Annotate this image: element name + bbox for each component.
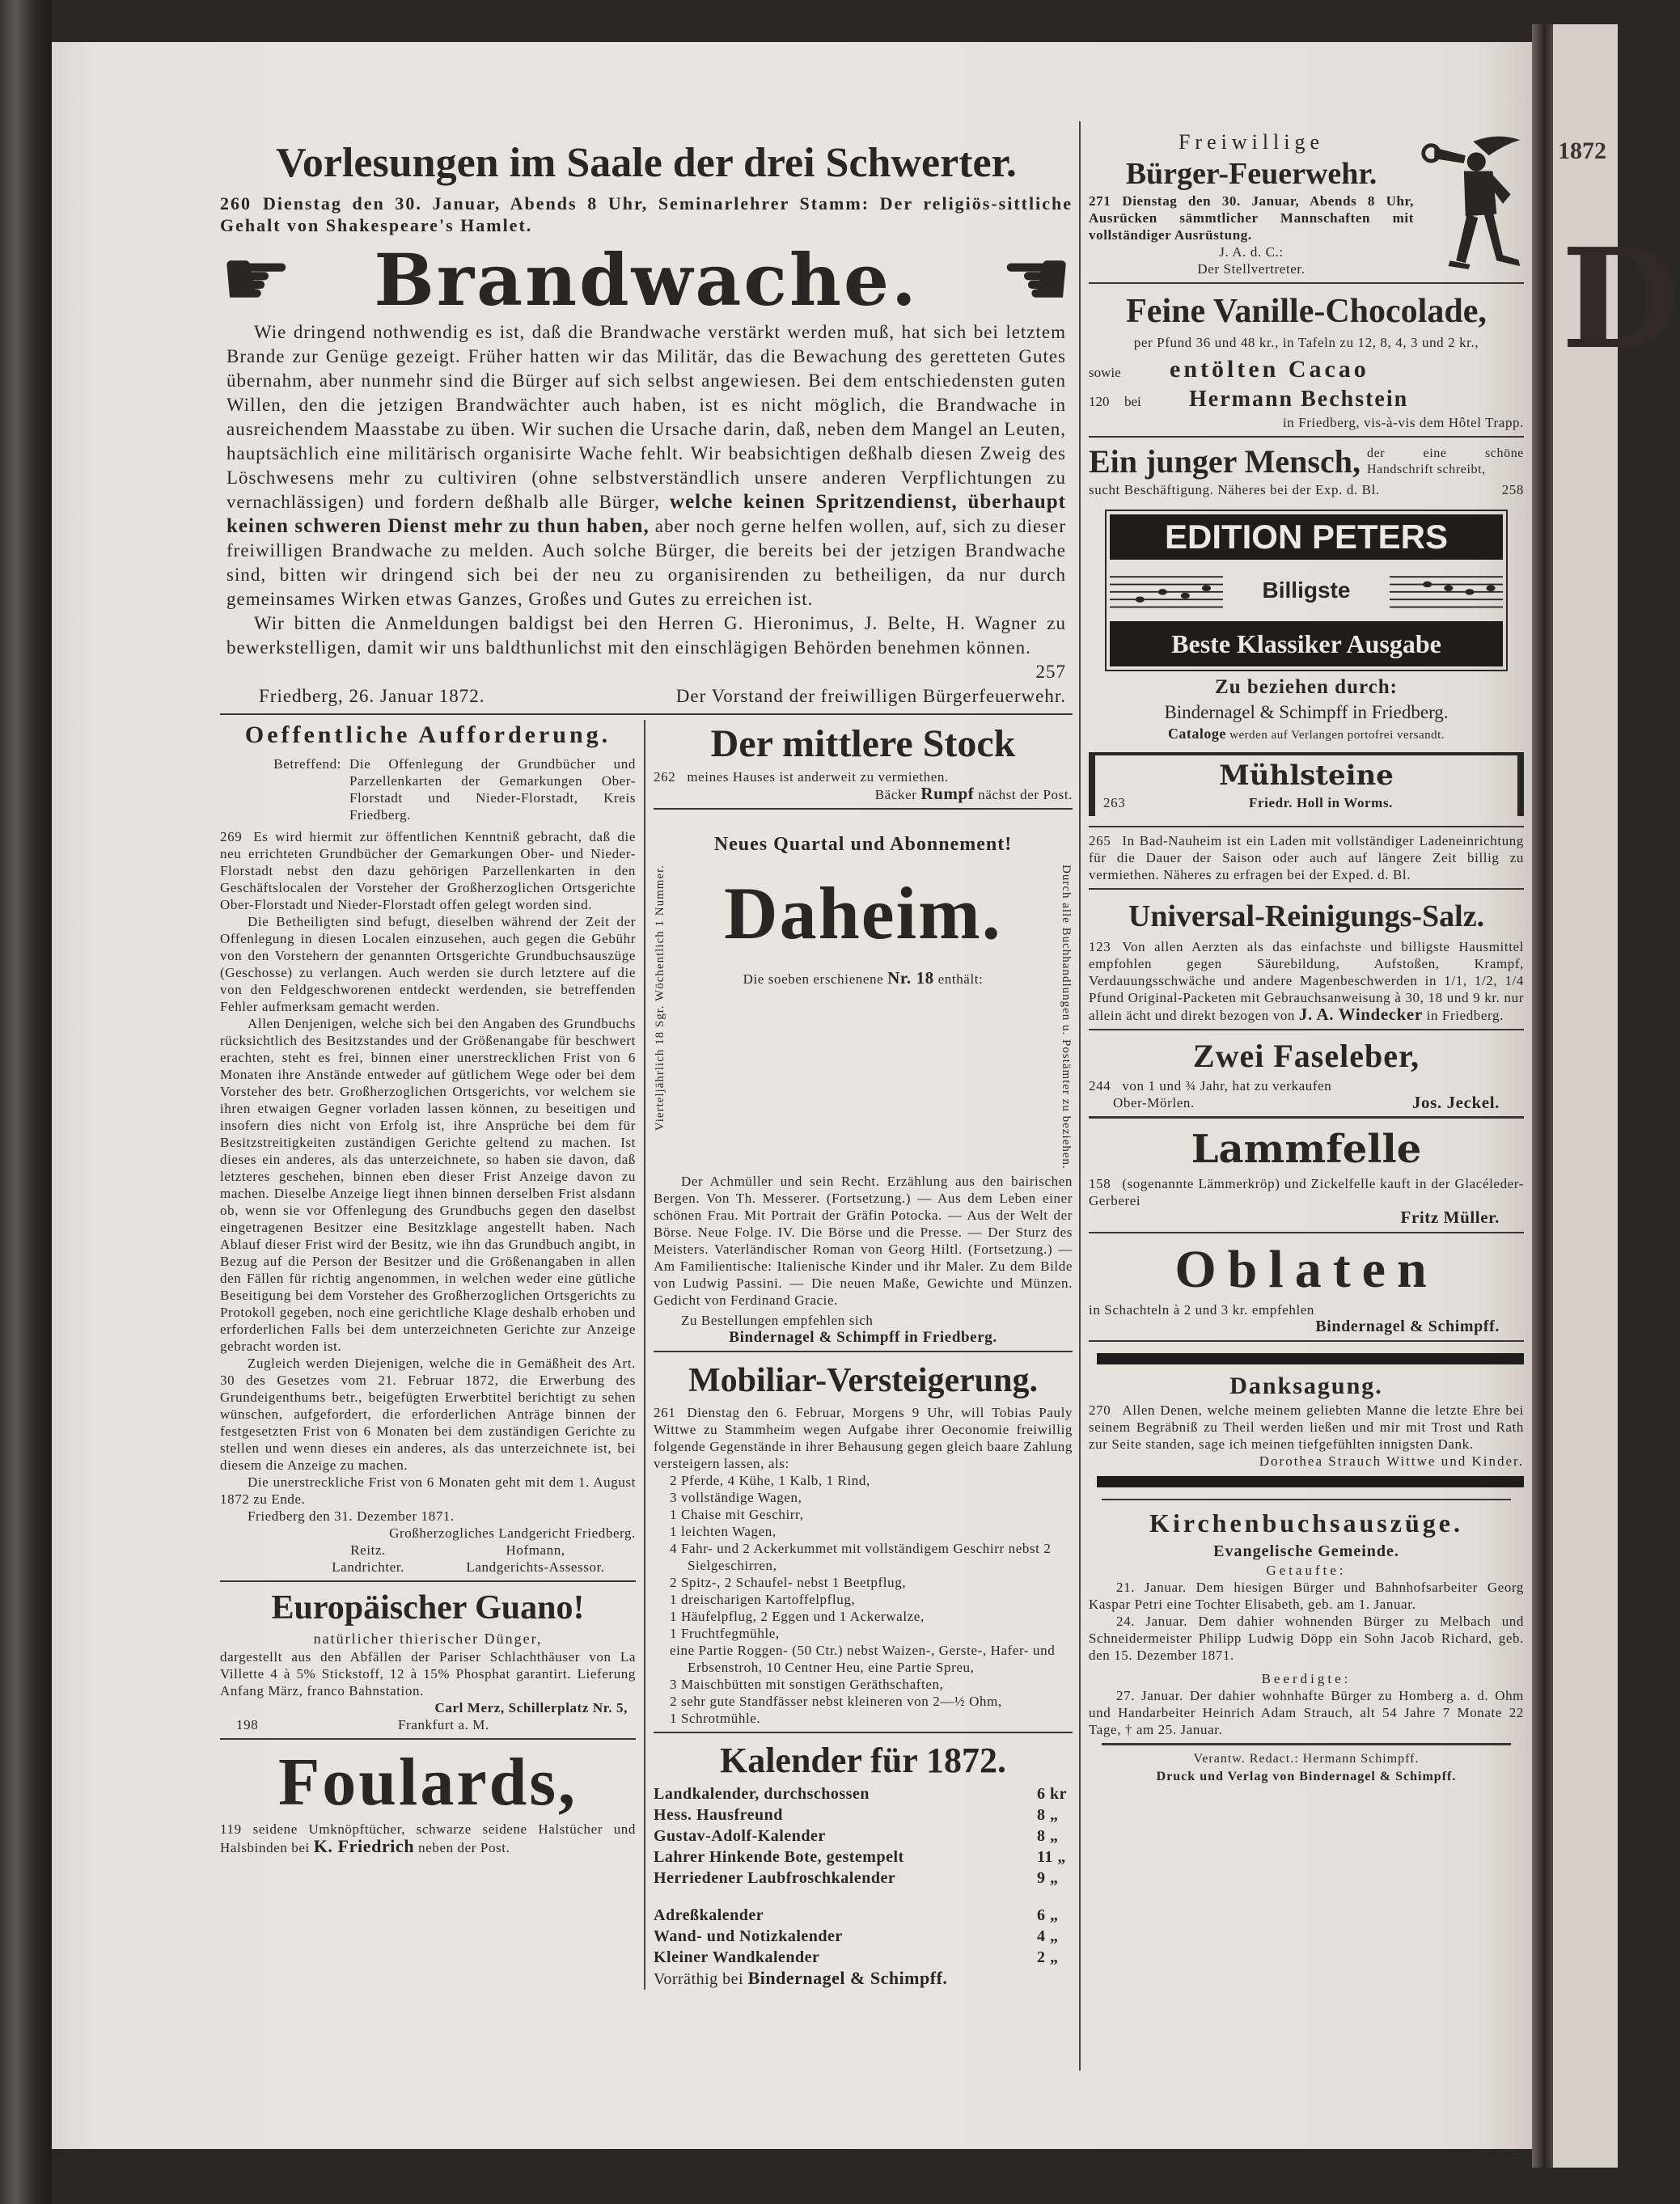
lambskin-buyer: Fritz Müller. (1400, 1208, 1500, 1227)
ad-number: 271 (1089, 193, 1111, 209)
daheim-ad (654, 831, 1073, 1346)
fire-brigade-sig1: J. A. d. C.: (1219, 244, 1284, 260)
thanks-title: Danksagung. (1229, 1373, 1383, 1399)
right-column (1089, 129, 1524, 1786)
calendar-item-name: Lahrer Hinkende Bote, gestempelt (654, 1847, 904, 1866)
piglets-title: Zwei Faseleber, (1192, 1038, 1420, 1074)
notice-court: Großherzogliches Landgericht Friedberg. (389, 1525, 636, 1541)
calendar-item-name: Wand- und Notizkalender (654, 1927, 843, 1945)
edition-peters-dealer: Bindernagel & Schimpff in Friedberg. (1164, 702, 1449, 722)
fire-brigade-sig2: Der Stellvertreter. (1197, 261, 1305, 277)
imprint-editor: Verantw. Redact.: Hermann Schimpff. (1193, 1752, 1420, 1766)
lecture-details: Dienstag den 30. Januar, Abends 8 Uhr, Seminarlehrer Stamm: Der religiös-sittliche Gehalt von Shakespeare's Hamlet. (220, 193, 1073, 235)
music-staff-icon (1110, 566, 1223, 615)
calendar-item-price: 6 „ (1037, 1906, 1059, 1924)
main-area (220, 137, 1073, 1990)
daheim-issue-number: Nr. 18 (887, 968, 934, 988)
public-notice (220, 720, 636, 1576)
lower-columns (220, 720, 1073, 1990)
signer-title: Landrichter. (332, 1559, 405, 1575)
calendar-item-name: Gustav-Adolf-Kalender (654, 1826, 826, 1845)
ad-number: 244 (1089, 1078, 1111, 1094)
calendar-item (654, 1905, 1073, 1926)
section-rule (220, 1738, 636, 1740)
brandwache-body (220, 320, 1073, 709)
brandwache-paragraph-1: Wie dringend nothwendig es ist, daß die Brandwache verstärkt werden muß, hat sich bei letztem Brande zur Genüge gezeigt. Früher hatten wir das Militär, das die Bewachung des geretteten Gutes übernahm, aber nunmehr sind die Bürger auf sich selbst angewiesen. Bei dem entschiedensten guten Willen, den die jetzigen Brandwächter auch haben, ist es nicht möglich, die Brandwache in ausreichendem Maasstabe zu üben. Wir suchen die Ursache darin, daß, neben dem Mangel an Leuten, hauptsächlich eine militärisch organisirte Wache fehlt. Wir beabsichtigen deßhalb diesen Zweig des Löschwesens mehr zu cultiviren (ohne selbstverständlich unsere anderen Verpflichtungen zu vernachlässigen) und fordern deßhalb alle Bürger, (226, 322, 1066, 512)
ad-number: 260 (220, 193, 252, 214)
section-rule (654, 808, 1073, 810)
calendar-item (654, 1804, 1073, 1825)
stock-sig-suffix: nächst der Post. (978, 787, 1073, 802)
fire-brigade-text: Dienstag den 30. Januar, Abends 8 Uhr, Ausrücken sämmtlicher Mannschaften mit vollständiger Ausrüstung. (1089, 193, 1414, 243)
young-man-ad (1089, 442, 1524, 498)
daheim-signature: Bindernagel & Schimpff in Friedberg. (729, 1328, 997, 1346)
church-register-title: Kirchenbuchsauszüge. (1149, 1508, 1463, 1538)
buried-heading: Beerdigte: (1261, 1671, 1352, 1686)
section-rule (220, 713, 1073, 715)
auction-title: Mobiliar-Versteigerung. (688, 1361, 1038, 1399)
lecture-title: Vorlesungen im Saale der drei Schwerter. (276, 140, 1017, 186)
ad-number: 265 (1089, 833, 1111, 848)
lambskin-ad (1089, 1123, 1524, 1227)
ad-number: 123 (1089, 939, 1111, 954)
calendar-item-price: 6 kr (1037, 1784, 1067, 1803)
pointing-hand-right-icon: ☛ (220, 235, 293, 324)
wafers-title: Oblaten (1174, 1240, 1438, 1299)
calendar-ad (654, 1738, 1073, 1990)
firefighter-bugler-illustration (1419, 129, 1524, 275)
ad-number: 158 (1089, 1176, 1111, 1191)
section-rule (1102, 1743, 1511, 1745)
brandwache-header (220, 235, 1073, 324)
notice-paragraph: Zugleich werden Diejenigen, welche die in Gemäßheit des Art. 30 des Gesetzes vom 21. Februar 1872, die Erwerbung des Grundeigenthums betr., beigefügten Erwerbtitel berichtigt zu sehen wünschen, aufgefordert, die erforderlichen Anträge binnen der festgesetzten Frist von 6 Monaten bei dem zuständigen Gerichte zu stellen und wenn dieses ein anderes, als das unterzeichnete ist, bei diesem die Anzeige zu machen. (220, 1356, 636, 1473)
calendar-title: Kalender für 1872. (719, 1740, 1007, 1780)
edition-peters-brand: EDITION PETERS (1110, 514, 1503, 560)
calendar-item-price: 2 „ (1037, 1948, 1059, 1966)
edition-peters-dealer-info (1089, 675, 1524, 744)
chocolate-address: in Friedberg, vis-à-vis dem Hôtel Trapp. (1282, 415, 1524, 430)
young-man-title: Ein junger Mensch, (1089, 443, 1361, 480)
stock-text: meines Hauses ist anderweit zu vermiethen. (687, 769, 949, 785)
middle-column (644, 720, 1073, 1990)
guano-title: Europäischer Guano! (271, 1589, 585, 1627)
daheim-price-note: Vierteljährlich 18 Sgr. Wöchentlich 1 Nummer. (654, 865, 666, 1132)
calendar-item (654, 1783, 1073, 1804)
baptized-heading: Getaufte: (1266, 1563, 1347, 1578)
auction-item: 3 vollständige Wagen, (670, 1489, 802, 1505)
pointing-hand-left-icon: ☚ (1000, 235, 1073, 324)
auction-item-list (654, 1472, 1073, 1727)
church-register (1089, 1505, 1524, 1738)
calendar-item (654, 1868, 1073, 1889)
notice-regarding-text: Die Offenlegung der Grundbücher und Parzellenkarten der Gemarkungen Ober-Florstadt und Nieder-Florstadt, Kreis Friedberg. (349, 756, 636, 823)
young-man-text-cont: sucht Beschäftigung. Näheres bei der Exp. d. Bl. (1089, 482, 1380, 497)
register-entry: 21. Januar. Dem hiesigen Bürger und Bahnhofsarbeiter Georg Kaspar Petri eine Tochter Elisabeth, geb. am 1. Januar. (1089, 1580, 1524, 1612)
stock-sig-name: Rumpf (920, 784, 975, 803)
auction-item: 2 sehr gute Standfässer nebst kleineren von 2—½ Ohm, (670, 1693, 1002, 1709)
section-rule (1089, 1029, 1524, 1030)
edition-peters-catalog-note: werden auf Verlangen portofrei versandt. (1229, 729, 1445, 742)
section-rule (1089, 1340, 1524, 1342)
millstones-text: Friedr. Holl in Worms. (1249, 795, 1394, 810)
thanks-notice (1089, 1371, 1524, 1470)
calendar-item-price: 8 „ (1037, 1826, 1059, 1845)
signer-name: Hofmann, (506, 1542, 565, 1558)
calendar-item-price: 11 „ (1037, 1847, 1066, 1866)
section-rule (220, 1580, 636, 1582)
stock-ad (654, 720, 1073, 803)
auction-item: 2 Spitz-, 2 Schaufel- nebst 1 Beetpflug, (670, 1574, 907, 1590)
left-column (220, 720, 644, 1856)
ad-number: 261 (654, 1404, 676, 1420)
calendar-footer: Vorräthig bei (654, 1969, 744, 1988)
edition-peters-slogan: Billigste (1262, 577, 1351, 603)
ad-number: 119 (220, 1821, 242, 1837)
daheim-contents: Der Achmüller und sein Recht. Erzählung aus den bairischen Bergen. Von Th. Messerer. (Fortsetzung.) — Aus dem Leben einer schönen Frau. Mit Portrait der Gräfin Potocka. — Aus der Welt der Börse. Neue Folge. IV. Die Börse und die Presse. — Der Sturz des Meisters. Vaterländischer Roman von Georg Hiltl. (Fortsetzung.) — Am Familientische: Italienische Kinder und ihr Maler. Zu dem Bilde von Ludwig Passini. — Die neuen Maße, Gewichte und Münzen. Gedicht von Ferdinand Gracie. (654, 1173, 1073, 1308)
millstones-ad (1089, 752, 1524, 816)
piglets-ad (1089, 1035, 1524, 1111)
notice-paragraph: Die Betheiligten sind befugt, dieselben während der Zeit der Offenlegung in diesen Localen einzusehen, auch gegen die Gebühr von den Vorstehern der genannten Ortsgerichte Grundbuchsauszüge (Geschosse) zu verlangen. Auch werden sie durch letztere auf die von den Feldgeschworenen entdeckt werdenden, sie betreffenden Fehler aufmerksam gemacht werden. (220, 914, 636, 1014)
chocolate-title: Feine Vanille-Chocolade, (1126, 293, 1487, 330)
piglets-text: von 1 und ¾ Jahr, hat zu verkaufen (1122, 1078, 1332, 1094)
calendar-item-name: Herriedener Laubfroschkalender (654, 1868, 896, 1887)
ad-number: 258 (1501, 482, 1524, 497)
brandwache-paragraph-1-cont: aber noch gerne helfen wollen, auf, sich zu dieser freiwilligen Brandwache zu melden. Auch solche Bürger, die bereits bei der jetzigen Brandwache sind, bitten wir dringend sich bei der neu zu organisirenden zu betheiligen, da nur durch gemeinsames Wirken etwas Ganzes, Großes und Gutes zu erreichen ist. (226, 516, 1067, 609)
shop-rental-ad (1089, 832, 1524, 883)
foulards-merchant: K. Friedrich (313, 1836, 415, 1856)
notice-regarding-label: Betreffend: (273, 756, 341, 772)
daheim-order-note: Zu Bestellungen empfehlen sich (681, 1312, 874, 1328)
calendar-item-name: Landkalender, durchschossen (654, 1784, 870, 1803)
page-gutter (1532, 24, 1553, 2168)
auction-item: 3 Maischbütten mit sonstigen Geräthschaften, (670, 1676, 944, 1692)
lambskin-text: (sogenannte Lämmerkröp) und Zickelfelle kauft in der Glacéleder-Gerberei (1089, 1176, 1524, 1208)
wafers-signature: Bindernagel & Schimpff. (1315, 1318, 1500, 1335)
register-entry: 24. Januar. Dem dahier wohnenden Bürger zu Melbach und Schneidermeister Philipp Ludwig Döpp ein Sohn Jacob Richard, geb. den 15. Dezember 1871. (1089, 1614, 1524, 1663)
fire-brigade-title: Bürger-Feuerwehr. (1125, 157, 1377, 191)
chocolate-sowie: sowie (1089, 365, 1121, 380)
calendar-item-name: Adreßkalender (654, 1906, 764, 1924)
calendar-item-name: Hess. Hausfreund (654, 1805, 783, 1824)
cleaning-salt-merchant: J. A. Windecker (1298, 1005, 1423, 1024)
guano-subtitle: natürlicher thierischer Dünger, (313, 1631, 543, 1647)
lambskin-title: Lammfelle (1191, 1127, 1422, 1172)
calendar-item (654, 1947, 1073, 1968)
cleaning-salt-text: Von allen Aerzten als das einfachste und billigste Hausmittel empfohlen gegen Säurebildung, Aufstoßen, Krampf, Verdauungsschwäche und andere Magenbeschwerden in 1/1, 1/2, 1/4 Pfund Original-Packeten mit Gebrauchsanweisung à 30, 18 und 9 kr. nur allein ächt und direkt bezogen von (1089, 939, 1524, 1023)
auction-item: 1 Chaise mit Geschirr, (670, 1506, 804, 1522)
brandwache-title: Brandwache. (374, 238, 919, 322)
register-entry: 27. Januar. Der dahier wohnhafte Bürger zu Homberg a. d. Ohm und Handarbeiter Heinrich Adam Strauch, alt 54 Jahre 7 Monate 22 Tage, † am 25. Januar. (1089, 1688, 1524, 1737)
auction-item: 1 Fruchtfegmühle, (670, 1625, 780, 1641)
auction-ad (654, 1357, 1073, 1727)
chocolate-price: per Pfund 36 und 48 kr., in Tafeln zu 12, 8, 4, 3 und 2 kr., (1133, 335, 1479, 350)
section-rule (654, 1732, 1073, 1733)
signer-title: Landgerichts-Assessor. (466, 1559, 605, 1575)
edition-peters-via: Zu beziehen durch: (1215, 676, 1398, 698)
guano-ad (220, 1587, 636, 1733)
auction-item: 1 dreischarigen Kartoffelpflug, (670, 1591, 856, 1607)
edition-peters-banner: Beste Klassiker Ausgabe (1110, 621, 1503, 666)
foulards-ad (220, 1745, 636, 1856)
chocolate-bei: bei (1124, 394, 1141, 409)
brandwache-paragraph-2: Wir bitten die Anmeldungen baldigst bei den Herren G. Hieronimus, J. Belte, H. Wagner zu bewerkstelligen, damit wir uns baldthunlichst mit den einschlägigen Behörden benehmen können. (226, 613, 1066, 658)
piglets-seller: Jos. Jeckel. (1411, 1093, 1500, 1112)
chocolate-cacao: entölten Cacao (1170, 356, 1369, 383)
section-rule (1089, 282, 1524, 284)
mourning-bar (1097, 1353, 1524, 1364)
signer-name: Reitz. (350, 1542, 386, 1558)
auction-item: 2 Pferde, 4 Kühe, 1 Kalb, 1 Rind, (670, 1472, 870, 1488)
thanks-signature: Dorothea Strauch Wittwe und Kinder. (1259, 1453, 1524, 1469)
ad-number: 269 (220, 829, 243, 844)
guano-place: Frankfurt a. M. (398, 1717, 489, 1732)
calendar-item (654, 1926, 1073, 1947)
calendar-item-price: 4 „ (1037, 1927, 1059, 1945)
calendar-item-name: Kleiner Wandkalender (654, 1948, 820, 1966)
cleaning-salt-ad (1089, 895, 1524, 1024)
ad-number: 257 (1035, 662, 1066, 682)
section-rule (1089, 1116, 1524, 1119)
fire-brigade-kicker: Freiwillige (1178, 130, 1325, 154)
brandwache-date: Friedberg, 26. Januar 1872. (259, 686, 485, 706)
calendar-item-price: 9 „ (1037, 1868, 1059, 1887)
brandwache-emphasis: welche keinen Spritzendienst, überhaupt keinen schweren Dienst mehr zu thun haben, (226, 491, 1067, 537)
auction-item: 1 Häufelpflug, 2 Eggen und 1 Ackerwalze, (670, 1608, 925, 1624)
cleaning-salt-location: in Friedberg. (1426, 1008, 1504, 1023)
young-man-text: der eine schöne Handschrift schreibt, (1366, 446, 1524, 476)
ad-number: 263 (1103, 795, 1126, 810)
notice-title: Oeffentliche Aufforderung. (244, 721, 611, 748)
millstones-title: Mühlsteine (1219, 759, 1394, 792)
stock-sig-prefix: Bäcker (874, 787, 917, 802)
calendar-item-price: 8 „ (1037, 1805, 1059, 1824)
daheim-intro-end: enthält: (937, 971, 984, 987)
calendar-item (654, 1825, 1073, 1847)
section-rule (1089, 888, 1524, 890)
foulards-text: seidene Umknöpftücher, schwarze seidene Halstücher und Halsbinden bei (220, 1821, 636, 1855)
piglets-place: Ober-Mörlen. (1113, 1095, 1195, 1110)
section-rule (1089, 436, 1524, 438)
foulards-location: neben der Post. (418, 1840, 510, 1855)
auction-item: eine Partie Roggen- (50 Ctr.) nebst Waizen-, Gerste-, Hafer- und Erbsenstroh, 10 Centner Heu, eine Partie Spreu, (670, 1642, 1056, 1675)
brandwache-signature: Der Vorstand der freiwilligen Bürgerfeuerwehr. (675, 686, 1066, 706)
ad-number: 262 (654, 769, 676, 785)
notice-paragraph: Es wird hiermit zur öffentlichen Kenntniß gebracht, daß die neu errichteten Grundbücher der Gemarkungen Ober- und Nieder-Florstadt nebst den dazu gehörigen Parzellenkarten in den Geschäftslocalen der Vorsteher der Großherzoglichen Ortsgerichte Ober-Florstadt und Nieder-Florstadt offen gelegt worden sind. (220, 829, 636, 912)
next-page-masthead-fragment: D (1561, 218, 1680, 380)
wafers-text: in Schachteln à 2 und 3 kr. empfehlen (1089, 1302, 1315, 1318)
calendar-item (654, 1847, 1073, 1868)
daheim-intro: Die soeben erschienene (743, 971, 884, 987)
lecture-notice (220, 137, 1073, 236)
church-community: Evangelische Gemeinde. (1213, 1542, 1399, 1560)
chocolate-merchant: Hermann Bechstein (1189, 387, 1409, 412)
calendar-dealer: Bindernagel & Schimpff. (747, 1967, 948, 1988)
auction-item: 1 leichten Wagen, (670, 1523, 777, 1539)
notice-paragraph: Allen Denjenigen, welche sich bei den Angaben des Grundbuchs rücksichtlich des Besitzstandes und der Größenangabe für beschwert erachten, steht es frei, binnen einer unerstrecklichen Frist von 6 Monaten ihre Anstände entweder auf gütlichem Wege oder bei dem Vorsteher des betr. Großherzoglichen Ortsgerichts, vor welchem sie ihren etwaigen Gegner vorladen lassen können, zu beseitigen und insofern dies nicht von Erfolg ist, ihre Ansprüche bei dem für Besitzstreitigkeiten zuständigen Gerichte geltend zu machen. Ist dieses ein anderes, als das unterzeichnete, so haben sie davon, daß letzteres geschehen, binnen eben dieser Frist Anzeige davon zu machen. Dieselbe Anzeige liegt ihnen binnen derselben Frist alsdann ob, wenn sie vor Offenlegung des Grundbuchs gegen den daselbst eingetragenen Besitzer eine Besitzklage angestellt haben. Nach Ablauf dieser Frist wird der Besitz, wie ihn das Grundbuch angibt, in Bezug auf die Person der Besitzer und die Größenangaben in allen den Fällen für richtig angenommen, in welchen weder eine gütliche Beseitigung bei dem Vorsteher des Großherzoglichen Ortsgerichts zu Protokoll gegeben, noch eine gerichtliche Klage deshalb erhoben und erforderlichen Falls bei dem unterzeichneten Gerichte zur Anzeige gebracht worden ist. (220, 1016, 636, 1354)
mourning-bar (1097, 1476, 1524, 1487)
edition-peters-ad (1105, 510, 1508, 671)
stock-title: Der mittlere Stock (710, 722, 1016, 765)
column-divider-right (1079, 121, 1081, 2071)
ad-number: 120 (1089, 394, 1110, 409)
notice-paragraph: Die unerstreckliche Frist von 6 Monaten geht mit dem 1. August 1872 zu Ende. (220, 1474, 636, 1507)
guano-text: dargestellt aus den Abfällen der Pariser Schlachthäuser von La Villette 4 à 5% Stickstoff, 12 à 15% Phosphat garantirt. Lieferung Anfang März, franco Bahnstation. (220, 1649, 636, 1698)
music-staff-icon (1390, 566, 1503, 615)
next-page-year: 1872 (1558, 137, 1606, 164)
chocolate-ad (1089, 289, 1524, 431)
wafers-ad (1089, 1238, 1524, 1335)
section-rule (654, 1351, 1073, 1352)
thanks-text: Allen Denen, welche meinem geliebten Manne die letzte Ehre bei seinem Begräbniß zu Theil werden ließen und mir mit Trost und Rath zur Seite standen, sage ich meinen tiefgefühlten innigsten Dank. (1089, 1402, 1524, 1452)
section-rule (1102, 1499, 1511, 1500)
section-rule (1089, 1232, 1524, 1233)
daheim-title: Daheim. (724, 872, 1002, 954)
auction-item: 4 Fahr- und 2 Ackerkummet mit vollständigem Geschirr nebst 2 Sielgeschirren, (670, 1540, 1052, 1573)
edition-peters-catalog: Cataloge (1167, 726, 1226, 742)
book-binding (0, 0, 52, 2204)
foulards-title: Foulards, (277, 1745, 578, 1820)
auction-item: 1 Schrotmühle. (670, 1710, 761, 1726)
next-page-edge (1553, 24, 1680, 2168)
daheim-distribution-note: Durch alle Buchhandlungen u. Postämter zu beziehen. (1060, 865, 1073, 1170)
shop-rental-text: In Bad-Nauheim ist ein Laden mit vollständiger Ladeneinrichtung für die Dauer der Saison oder auch auf längere Zeit billig zu vermiethen. Näheres zu erfragen bei der Exped. d. Bl. (1089, 833, 1524, 882)
ad-number: 198 (236, 1717, 259, 1732)
auction-intro: Dienstag den 6. Februar, Morgens 9 Uhr, will Tobias Pauly Wittwe zu Stammheim wegen Aufgabe ihrer Oeconomie freiwillig folgende Gegenstände in ihrer Behausung gegen gleich baare Zahlung versteigern lassen, als: (654, 1404, 1073, 1471)
lecture-text (220, 192, 1073, 236)
guano-signature: Carl Merz, Schillerplatz Nr. 5, (434, 1700, 628, 1715)
ad-number: 270 (1089, 1402, 1111, 1418)
imprint (1089, 1750, 1524, 1786)
daheim-header: Neues Quartal und Abonnement! (713, 834, 1013, 855)
cleaning-salt-title: Universal-Reinigungs-Salz. (1128, 899, 1485, 933)
imprint-publisher: Druck und Verlag von Bindernagel & Schimpff. (1156, 1770, 1457, 1783)
fire-brigade-notice (1089, 129, 1524, 277)
section-rule (1089, 826, 1524, 827)
notice-date: Friedberg den 31. Dezember 1871. (248, 1508, 455, 1524)
